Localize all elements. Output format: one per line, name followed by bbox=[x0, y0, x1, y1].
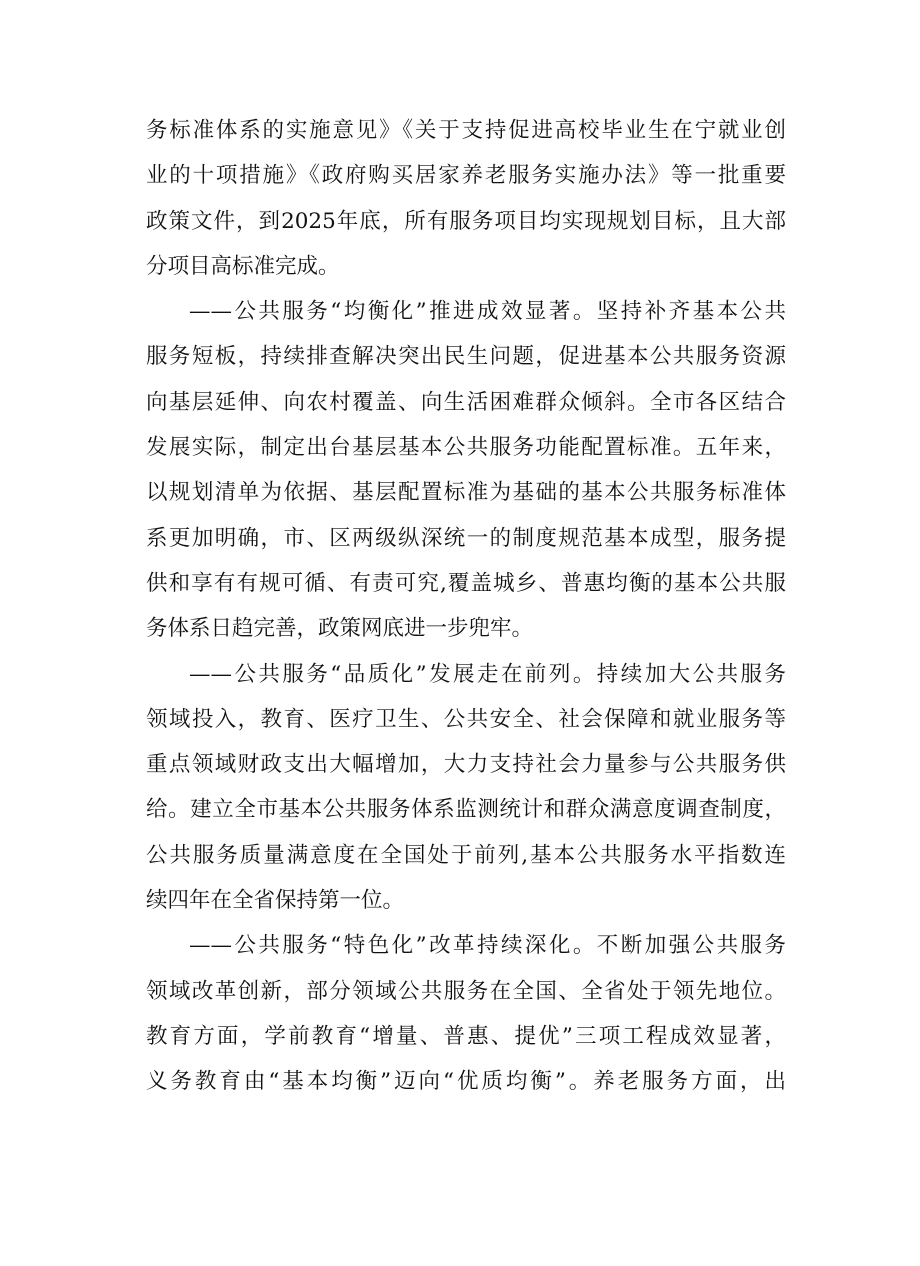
text-line: 续四年在全省保持第一位。 bbox=[146, 888, 405, 914]
text-line: 领域投入，教育、医疗卫生、公共安全、社会保障和就业服务等 bbox=[146, 706, 786, 732]
text-line: 重点领域财政支出大幅增加，大力支持社会力量参与公共服务供 bbox=[146, 752, 786, 778]
text-line: 给。建立全市基本公共服务体系监测统计和群众满意度调查制度， bbox=[146, 797, 786, 823]
text-line: 义务教育由“基本均衡”迈向“优质均衡”。养老服务方面，出 bbox=[146, 1069, 786, 1095]
text-line: 服务短板，持续排查解决突出民生问题，促进基本公共服务资源 bbox=[146, 344, 786, 370]
text-line: 系更加明确，市、区两级纵深统一的制度规范基本成型，服务提 bbox=[146, 525, 786, 551]
text-line: 务标准体系的实施意见》《关于支持促进高校毕业生在宁就业创 bbox=[146, 118, 786, 143]
text-line: 分项目高标准完成。 bbox=[146, 253, 340, 279]
text-line: 发展实际，制定出台基层基本公共服务功能配置标准。五年来， bbox=[146, 435, 786, 461]
body-text bbox=[146, 108, 786, 1105]
text-line: 以规划清单为依据、基层配置标准为基础的基本公共服务标准体 bbox=[146, 480, 786, 506]
text-line: 务体系日趋完善，政策网底进一步兜牢。 bbox=[146, 616, 534, 642]
text-line: 政策文件，到2025年底，所有服务项目均实现规划目标，且大部 bbox=[146, 208, 786, 234]
paragraph-start-line: ——公共服务“特色化”改革持续深化。不断加强公共服务 bbox=[189, 933, 786, 959]
paragraph-start-line: ——公共服务“品质化”发展走在前列。持续加大公共服务 bbox=[189, 661, 786, 687]
text-line: 公共服务质量满意度在全国处于前列,基本公共服务水平指数连 bbox=[146, 842, 786, 868]
text-line: 领域改革创新，部分领域公共服务在全国、全省处于领先地位。 bbox=[146, 978, 786, 1004]
text-line: 教育方面，学前教育“增量、普惠、提优”三项工程成效显著， bbox=[146, 1023, 786, 1049]
text-line: 供和享有有规可循、有责可究,覆盖城乡、普惠均衡的基本公共服 bbox=[146, 570, 786, 596]
text-line: 业的十项措施》《政府购买居家养老服务实施办法》等一批重要 bbox=[146, 163, 786, 189]
text-line: 向基层延伸、向农村覆盖、向生活困难群众倾斜。全市各区结合 bbox=[146, 389, 786, 415]
paragraph-start-line: ——公共服务“均衡化”推进成效显著。坚持补齐基本公共 bbox=[189, 299, 786, 325]
